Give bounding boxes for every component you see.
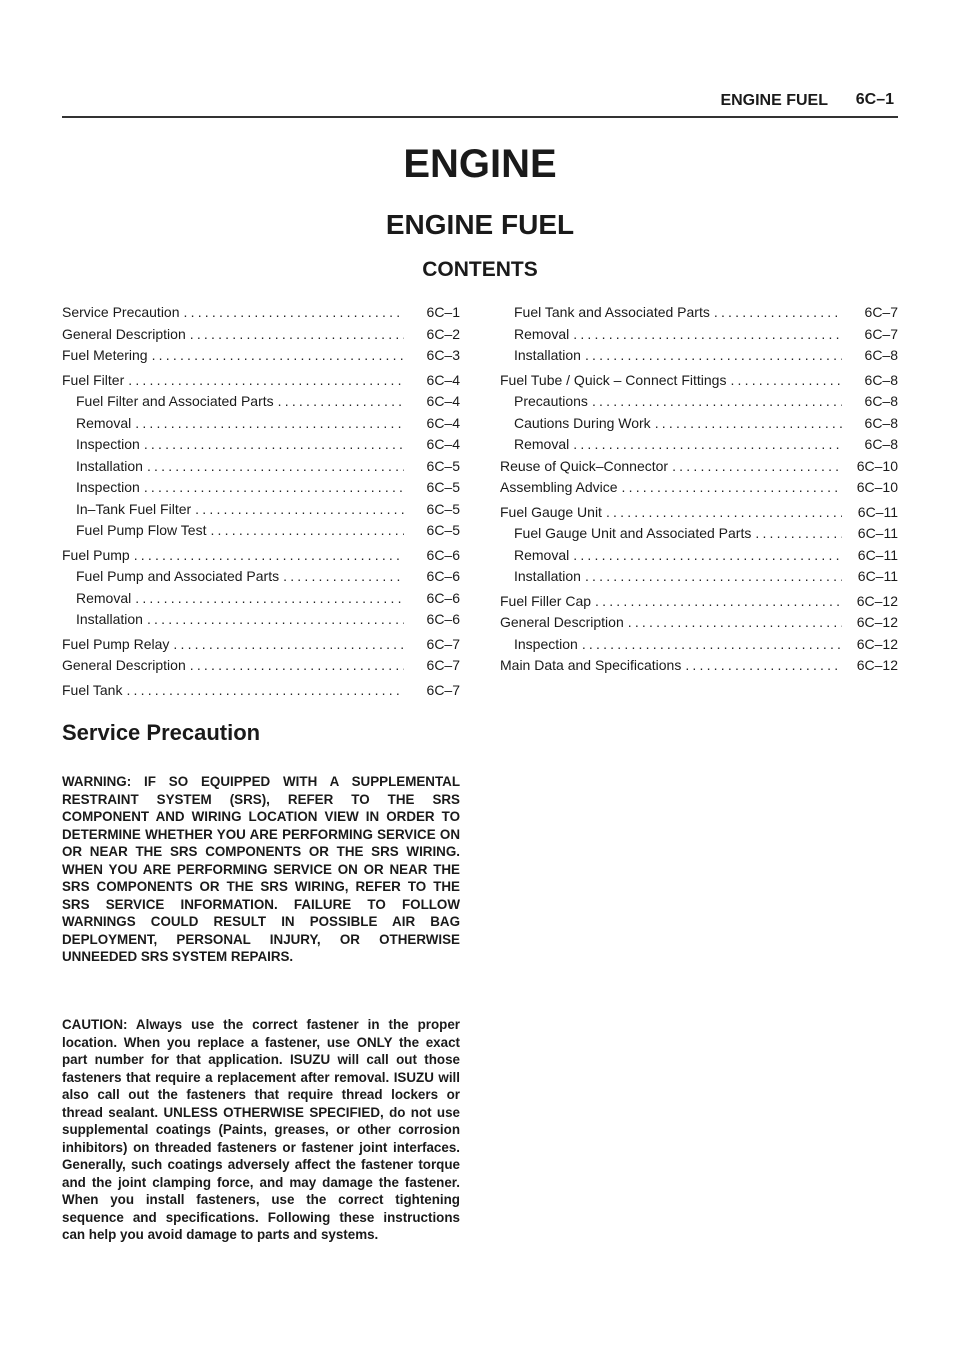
toc-entry[interactable] bbox=[500, 636, 898, 658]
service-precaution-heading: Service Precaution bbox=[62, 720, 261, 745]
toc-entry-page: 6C–12 bbox=[856, 614, 898, 630]
toc-leader bbox=[135, 415, 404, 431]
toc-entry-page: 6C–7 bbox=[864, 304, 898, 320]
toc-entry-text: Fuel Tank bbox=[62, 681, 123, 698]
toc-entry-text: Fuel Pump Relay bbox=[62, 635, 170, 652]
toc-left-column bbox=[62, 304, 460, 703]
toc-entry[interactable] bbox=[62, 636, 460, 658]
toc-entry[interactable] bbox=[500, 372, 898, 394]
toc-entry-text: Service Precaution bbox=[62, 304, 180, 320]
toc-entry[interactable] bbox=[500, 504, 898, 526]
toc-entry-page: 6C–7 bbox=[426, 657, 460, 673]
toc-leader bbox=[126, 682, 404, 698]
toc-leader bbox=[573, 547, 842, 563]
toc-entry[interactable] bbox=[62, 479, 460, 501]
toc-leader bbox=[606, 504, 842, 520]
toc-entry-text: Precautions bbox=[514, 393, 588, 409]
toc-entry[interactable] bbox=[500, 657, 898, 679]
toc-entry-text: Fuel Pump Flow Test bbox=[76, 522, 207, 538]
toc-entry-page: 6C–12 bbox=[856, 592, 898, 609]
toc-entry-page: 6C–8 bbox=[864, 347, 898, 363]
caution-paragraph: CAUTION: Always use the correct fastener in the proper location. When you replace a fastener, use ONLY the exact part number for that application. ISUZU will call out those fasteners that require a replacement after removal. ISUZU will also call out the fasteners that require thread lockers or thread sealant. UNLESS OTHERWISE SPECIFIED, do not use supplemental coatings (Paints, greases, or other corrosion inhibitors) on threaded fasteners or fastener joint interfaces. Generally, such coatings adversely affect the fastener torque and the joint clamping force, and may damage the fastener. When you install fasteners, use the correct tightening sequence and specifications. Following these instructions can help you avoid damage to parts and systems. bbox=[62, 1017, 460, 1243]
toc-entry[interactable] bbox=[62, 436, 460, 458]
toc-entry[interactable] bbox=[500, 326, 898, 348]
toc-entry[interactable] bbox=[62, 415, 460, 437]
page-header bbox=[62, 88, 898, 118]
toc-entry[interactable] bbox=[500, 568, 898, 590]
toc-entry-text: Fuel Gauge Unit and Associated Parts bbox=[514, 525, 752, 541]
toc-entry-text: Fuel Filler Cap bbox=[500, 592, 592, 609]
toc-leader bbox=[173, 636, 404, 652]
toc-entry-page: 6C–11 bbox=[857, 525, 898, 541]
toc-leader bbox=[755, 525, 842, 541]
toc-entry-text: Removal bbox=[514, 546, 570, 563]
toc-entry-text: Inspection bbox=[514, 635, 578, 652]
toc-entry[interactable] bbox=[500, 436, 898, 458]
toc-entry-page: 6C–8 bbox=[864, 393, 898, 409]
toc-leader bbox=[134, 547, 404, 563]
toc-entry[interactable] bbox=[500, 479, 898, 501]
toc-entry-page: 6C–8 bbox=[864, 414, 898, 431]
toc-entry[interactable] bbox=[62, 501, 460, 523]
toc-entry-text: Inspection bbox=[76, 436, 140, 452]
toc-entry-text: Fuel Tank and Associated Parts bbox=[514, 304, 710, 320]
toc-entry-page: 6C–6 bbox=[426, 589, 460, 606]
toc-leader bbox=[685, 657, 842, 673]
toc-leader bbox=[147, 611, 404, 627]
toc-entry-text: Fuel Metering bbox=[62, 347, 148, 363]
toc-entry[interactable] bbox=[62, 372, 460, 394]
toc-entry-page: 6C–5 bbox=[426, 500, 460, 517]
header-page-number: 6C–1 bbox=[855, 91, 894, 108]
toc-entry[interactable] bbox=[500, 304, 898, 326]
toc-entry[interactable] bbox=[62, 611, 460, 633]
toc-leader bbox=[714, 304, 842, 320]
toc-leader bbox=[730, 372, 842, 388]
toc-entry-text: Fuel Pump bbox=[62, 546, 130, 563]
toc-entry[interactable] bbox=[62, 393, 460, 415]
toc-entry[interactable] bbox=[62, 326, 460, 348]
toc-entry-text: In–Tank Fuel Filter bbox=[76, 500, 192, 517]
toc-entry[interactable] bbox=[500, 593, 898, 615]
toc-entry-page: 6C–6 bbox=[426, 568, 460, 584]
toc-entry-page: 6C–5 bbox=[426, 457, 460, 474]
section-title: ENGINE FUEL bbox=[385, 209, 575, 240]
toc-entry-text: Removal bbox=[76, 414, 132, 431]
toc-leader bbox=[655, 415, 842, 431]
toc-entry-page: 6C–6 bbox=[426, 546, 460, 563]
toc-leader bbox=[278, 393, 404, 409]
toc-entry-page: 6C–5 bbox=[426, 522, 460, 538]
toc-leader bbox=[184, 304, 404, 320]
toc-entry-page: 6C–7 bbox=[426, 635, 460, 652]
toc-entry[interactable] bbox=[62, 657, 460, 679]
toc-leader bbox=[585, 347, 842, 363]
toc-entry-text: Fuel Pump and Associated Parts bbox=[76, 568, 280, 584]
toc-entry[interactable] bbox=[500, 415, 898, 437]
toc-entry[interactable] bbox=[500, 393, 898, 415]
toc-entry-text: Installation bbox=[76, 611, 143, 627]
toc-entry-page: 6C–4 bbox=[426, 414, 460, 431]
toc-entry-text: Installation bbox=[514, 568, 581, 584]
toc-leader bbox=[595, 593, 842, 609]
toc-entry-page: 6C–12 bbox=[856, 657, 898, 673]
toc-entry-text: Fuel Filter and Associated Parts bbox=[76, 393, 274, 409]
toc-entry-page: 6C–4 bbox=[426, 371, 460, 388]
toc-entry-text: Cautions During Work bbox=[514, 414, 651, 431]
toc-entry-page: 6C–1 bbox=[426, 304, 460, 320]
toc-entry-page: 6C–7 bbox=[426, 681, 460, 698]
toc-entry[interactable] bbox=[62, 568, 460, 590]
toc-entry-text: Main Data and Specifications bbox=[500, 657, 682, 673]
toc-leader bbox=[190, 657, 404, 673]
toc-entry-text: General Description bbox=[62, 657, 186, 673]
toc-entry-page: 6C–10 bbox=[856, 457, 898, 474]
toc-entry[interactable] bbox=[62, 590, 460, 612]
toc-right-column bbox=[500, 304, 898, 679]
toc-leader bbox=[622, 479, 842, 495]
contents-heading: CONTENTS bbox=[422, 258, 538, 281]
toc-entry-page: 6C–10 bbox=[856, 479, 898, 495]
toc-leader bbox=[152, 347, 404, 363]
header-section-title: ENGINE FUEL bbox=[720, 92, 828, 109]
toc-leader bbox=[573, 436, 842, 452]
toc-entry-text: General Description bbox=[500, 614, 624, 630]
toc-leader bbox=[128, 372, 404, 388]
toc-leader bbox=[195, 501, 404, 517]
toc-leader bbox=[573, 326, 842, 342]
toc-leader bbox=[585, 568, 842, 584]
toc-entry-page: 6C–4 bbox=[426, 436, 460, 452]
toc-entry[interactable] bbox=[62, 522, 460, 544]
toc-leader bbox=[628, 614, 842, 630]
toc-entry-text: Assembling Advice bbox=[500, 479, 618, 495]
toc-entry-page: 6C–7 bbox=[864, 325, 898, 342]
toc-entry-text: Reuse of Quick–Connector bbox=[500, 457, 669, 474]
toc-entry[interactable] bbox=[62, 304, 460, 326]
toc-entry[interactable] bbox=[62, 547, 460, 569]
toc-leader bbox=[190, 326, 404, 342]
toc-entry-page: 6C–2 bbox=[426, 325, 460, 342]
toc-entry-text: Inspection bbox=[76, 479, 140, 495]
toc-entry[interactable] bbox=[500, 547, 898, 569]
toc-leader bbox=[144, 436, 404, 452]
toc-entry[interactable] bbox=[500, 458, 898, 480]
toc-leader bbox=[592, 393, 842, 409]
toc-entry-text: Removal bbox=[76, 589, 132, 606]
warning-paragraph: WARNING: IF SO EQUIPPED WITH A SUPPLEMENTAL RESTRAINT SYSTEM (SRS), REFER TO THE SRS COMPONENT AND WIRING LOCATION VIEW IN ORDER TO DETERMINE WHETHER YOU ARE PERFORMING SERVICE ON OR NEAR THE SRS COMPONENTS OR THE SRS WIRING. WHEN YOU ARE PERFORMING SERVICE ON OR NEAR THE SRS COMPONENTS OR THE SRS WIRING, REFER TO THE SRS SERVICE INFORMATION. FAILURE TO FOLLOW WARNINGS COULD RESULT IN POSSIBLE AIR BAG DEPLOYMENT, PERSONAL INJURY, OR OTHERWISE UNNEEDED SRS SYSTEM REPAIRS. bbox=[62, 774, 460, 965]
toc-leader bbox=[147, 458, 404, 474]
toc-entry[interactable] bbox=[62, 458, 460, 480]
toc-entry-page: 6C–4 bbox=[426, 393, 460, 409]
toc-entry-text: Removal bbox=[514, 436, 570, 452]
toc-entry-text: Removal bbox=[514, 325, 570, 342]
toc-entry-text: Fuel Gauge Unit bbox=[500, 503, 602, 520]
toc-entry-page: 6C–8 bbox=[864, 436, 898, 452]
toc-entry-page: 6C–8 bbox=[864, 371, 898, 388]
toc-entry-text: Installation bbox=[514, 347, 581, 363]
toc-entry-text: Installation bbox=[76, 457, 143, 474]
toc-leader bbox=[672, 458, 842, 474]
toc-entry-text: General Description bbox=[62, 325, 186, 342]
toc-entry[interactable] bbox=[500, 614, 898, 636]
toc-leader bbox=[144, 479, 404, 495]
toc-entry-page: 6C–11 bbox=[857, 568, 898, 584]
toc-entry[interactable] bbox=[500, 347, 898, 369]
toc-entry-page: 6C–12 bbox=[856, 635, 898, 652]
toc-entry-text: Fuel Tube / Quick – Connect Fittings bbox=[500, 371, 727, 388]
toc-leader bbox=[283, 568, 404, 584]
toc-entry[interactable] bbox=[62, 682, 460, 704]
toc-entry-text: Fuel Filter bbox=[62, 371, 125, 388]
chapter-title: ENGINE bbox=[403, 142, 557, 186]
toc-entry-page: 6C–5 bbox=[426, 479, 460, 495]
toc-entry[interactable] bbox=[500, 525, 898, 547]
toc-entry-page: 6C–6 bbox=[426, 611, 460, 627]
toc-entry-page: 6C–11 bbox=[857, 503, 898, 520]
toc-leader bbox=[582, 636, 842, 652]
toc-leader bbox=[135, 590, 404, 606]
toc-leader bbox=[210, 522, 404, 538]
toc-entry-page: 6C–11 bbox=[857, 546, 898, 563]
toc-entry-page: 6C–3 bbox=[426, 347, 460, 363]
toc-entry[interactable] bbox=[62, 347, 460, 369]
